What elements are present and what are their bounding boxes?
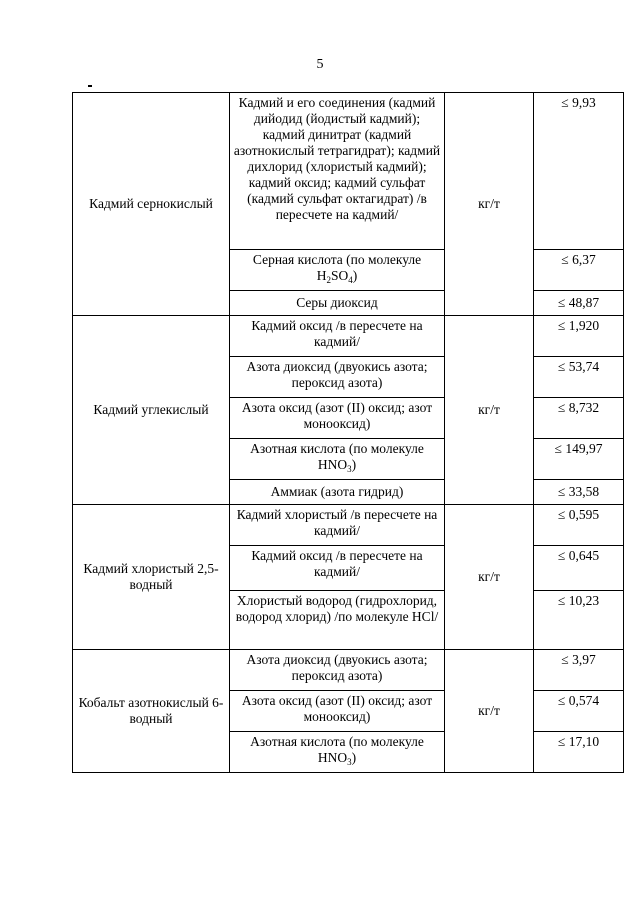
pollutant-cell: Хлористый водород (гидрохлорид, водород хлорид) /по молекуле HCl/ <box>230 591 445 650</box>
limit-cell: ≤ 17,10 <box>534 732 624 773</box>
table-row <box>73 93 624 250</box>
unit-cell: кг/т <box>445 316 534 505</box>
substance-cell: Кобальт азотнокислый 6-водный <box>73 650 230 773</box>
pollutant-cell: Азота диоксид (двуокись азота; пероксид азота) <box>230 650 445 691</box>
limit-cell: ≤ 10,23 <box>534 591 624 650</box>
pollutant-cell: Азотная кислота (по молекуле $HNO_3$) <box>230 732 445 773</box>
scan-mark <box>88 85 92 87</box>
emission-limits-table <box>72 92 624 773</box>
pollutant-cell: Кадмий и его соединения (кадмий дийодид (йодистый кадмий); кадмий динитрат (кадмий азотнокислый тетрагидрат); кадмий дихлорид (хлористый кадмий); кадмий оксид; кадмий сульфат (кадмий сульфат октагидрат) /в пересчете на кадмий/ <box>230 93 445 250</box>
pollutant-cell: Азота оксид (азот (II) оксид; азот монооксид) <box>230 691 445 732</box>
pollutant-cell: Кадмий оксид /в пересчете на кадмий/ <box>230 546 445 591</box>
pollutant-cell: Серная кислота (по молекуле $H_2SO_4$) <box>230 250 445 291</box>
table-row <box>73 650 624 691</box>
limit-cell: ≤ 149,97 <box>534 439 624 480</box>
pollutant-cell: Азотная кислота (по молекуле $HNO_3$) <box>230 439 445 480</box>
limit-cell: ≤ 1,920 <box>534 316 624 357</box>
pollutant-cell: Азота оксид (азот (II) оксид; азот монооксид) <box>230 398 445 439</box>
limit-cell: ≤ 8,732 <box>534 398 624 439</box>
table-row <box>73 505 624 546</box>
unit-cell: кг/т <box>445 650 534 773</box>
limit-cell: ≤ 53,74 <box>534 357 624 398</box>
pollutant-cell: Кадмий оксид /в пересчете на кадмий/ <box>230 316 445 357</box>
pollutant-cell: Кадмий хлористый /в пересчете на кадмий/ <box>230 505 445 546</box>
limit-cell: ≤ 0,595 <box>534 505 624 546</box>
substance-cell: Кадмий сернокислый <box>73 93 230 316</box>
limit-cell: ≤ 0,574 <box>534 691 624 732</box>
page-number: 5 <box>316 57 324 72</box>
substance-cell: Кадмий углекислый <box>73 316 230 505</box>
limit-cell: ≤ 48,87 <box>534 291 624 316</box>
limit-cell: ≤ 9,93 <box>534 93 624 250</box>
unit-cell: кг/т <box>445 93 534 316</box>
pollutant-cell: Аммиак (азота гидрид) <box>230 480 445 505</box>
pollutant-cell: Серы диоксид <box>230 291 445 316</box>
limit-cell: ≤ 3,97 <box>534 650 624 691</box>
table-row <box>73 316 624 357</box>
limit-cell: ≤ 0,645 <box>534 546 624 591</box>
unit-cell: кг/т <box>445 505 534 650</box>
limit-cell: ≤ 6,37 <box>534 250 624 291</box>
substance-cell: Кадмий хлористый 2,5-водный <box>73 505 230 650</box>
pollutant-cell: Азота диоксид (двуокись азота; пероксид азота) <box>230 357 445 398</box>
limit-cell: ≤ 33,58 <box>534 480 624 505</box>
